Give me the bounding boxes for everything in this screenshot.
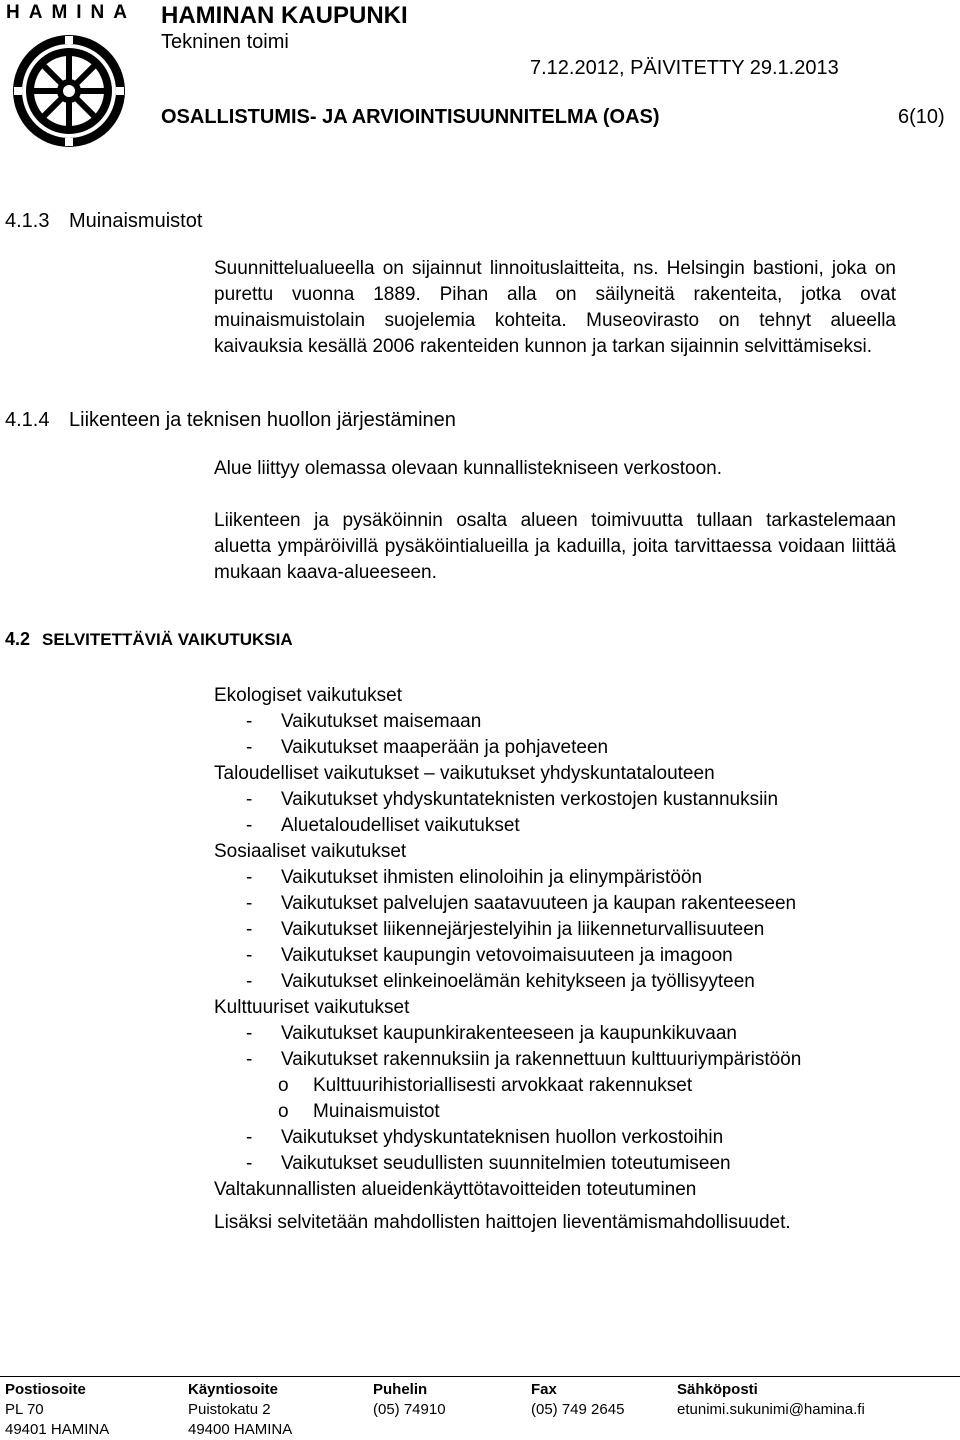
dash-marker: - <box>246 789 253 810</box>
section-42-heading <box>5 629 293 650</box>
list-item-text: Vaikutukset seudullisten suunnitelmien toteutumiseen <box>281 1153 731 1174</box>
list-item-text: Vaikutukset kaupungin vetovoimaisuuteen ja imagoon <box>281 945 733 966</box>
list-item <box>214 683 801 709</box>
list-item-text: Kulttuuriset vaikutukset <box>214 997 410 1018</box>
document-date: 7.12.2012, PÄIVITETTY 29.1.2013 <box>530 57 839 79</box>
list-item <box>214 813 801 839</box>
footer-line: Puistokatu 2 <box>188 1401 271 1418</box>
list-item <box>214 943 801 969</box>
footer-column <box>188 1380 292 1440</box>
list-item <box>214 735 801 761</box>
dash-marker: - <box>246 867 253 888</box>
list-item-text: Vaikutukset kaupunkirakenteeseen ja kaupunkikuvaan <box>281 1023 737 1044</box>
list-item-text: Sosiaaliset vaikutukset <box>214 841 407 862</box>
list-item-text: Vaikutukset palvelujen saatavuuteen ja kaupan rakenteeseen <box>281 893 797 914</box>
list-item-text: Valtakunnallisten alueidenkäyttötavoitteiden toteutuminen <box>214 1179 697 1200</box>
footer-line <box>677 1420 865 1440</box>
department-name: Tekninen toimi <box>161 31 289 53</box>
footer-heading: Käyntiosoite <box>188 1381 279 1398</box>
list-item <box>214 995 801 1021</box>
dash-marker: - <box>246 1049 253 1070</box>
list-item-text: Taloudelliset vaikutukset – vaikutukset yhdyskuntatalouteen <box>214 763 715 784</box>
footer-line <box>531 1420 624 1440</box>
footer-line[interactable]: etunimi.sukunimi@hamina.fi <box>677 1401 865 1418</box>
list-item <box>214 1021 801 1047</box>
list-item <box>214 1073 801 1099</box>
section-413-paragraph: Suunnittelualueella on sijainnut linnoituslaitteita, ns. Helsingin bastioni, joka on purettu vuonna 1889. Pihan alla on säilyneitä rakenteita, jotka ovat muinaismuistolain suojelemia kohteita. Museovirasto on tehnyt alueella kaivauksia kesällä 2006 rakenteiden kunnon ja tarkan sijainnin selvittämiseksi. <box>214 258 896 357</box>
list-item-text: Vaikutukset yhdyskuntateknisten verkostojen kustannuksiin <box>281 789 779 810</box>
sub-bullet-marker: o <box>278 1101 289 1122</box>
dash-marker: - <box>246 1127 253 1148</box>
dash-marker: - <box>246 1153 253 1174</box>
list-item-text: Vaikutukset maisemaan <box>281 711 482 732</box>
hamina-seal-logo-icon <box>10 30 128 152</box>
list-item-text: Vaikutukset rakennuksiin ja rakennettuun kulttuuriympäristöön <box>281 1049 802 1070</box>
list-item <box>214 1151 801 1177</box>
footer-heading: Puhelin <box>373 1381 428 1398</box>
list-item <box>214 839 801 865</box>
list-item <box>214 709 801 735</box>
section-42-title: SELVITETTÄVIÄ VAIKUTUKSIA <box>42 630 293 649</box>
list-item <box>214 1177 801 1203</box>
list-item-text: Muinaismuistot <box>313 1101 440 1122</box>
list-item <box>214 917 801 943</box>
dash-marker: - <box>246 893 253 914</box>
dash-marker: - <box>246 919 253 940</box>
list-item <box>214 1125 801 1151</box>
list-item-text: Ekologiset vaikutukset <box>214 685 402 706</box>
section-414-title: Liikenteen ja teknisen huollon järjestäminen <box>69 409 456 431</box>
dash-marker: - <box>246 1023 253 1044</box>
list-item <box>214 1047 801 1073</box>
dash-marker: - <box>246 711 253 732</box>
list-item <box>214 969 801 995</box>
dash-marker: - <box>246 971 253 992</box>
footer-line: 49401 HAMINA <box>5 1421 110 1438</box>
footer-column <box>531 1380 624 1440</box>
footer-heading: Fax <box>531 1381 557 1398</box>
logo-wordmark: HAMINA <box>6 2 136 23</box>
footer-line: (05) 749 2645 <box>531 1401 625 1418</box>
list-item <box>214 865 801 891</box>
list-item <box>214 787 801 813</box>
section-414-number: 4.1.4 <box>5 409 50 431</box>
footer-heading: Sähköposti <box>677 1381 758 1398</box>
footer-column <box>5 1380 109 1440</box>
list-item-text: Vaikutukset ihmisten elinoloihin ja elinympäristöön <box>281 867 703 888</box>
list-item <box>214 761 801 787</box>
list-item <box>214 1099 801 1125</box>
footer-divider <box>0 1376 960 1377</box>
section-413-number: 4.1.3 <box>5 210 50 232</box>
list-item-text: Vaikutukset liikennejärjestelyihin ja liikenneturvallisuuteen <box>281 919 765 940</box>
footer-line: (05) 74910 <box>373 1401 446 1418</box>
footer-column <box>677 1380 865 1440</box>
section-413-title: Muinaismuistot <box>69 210 203 232</box>
section-42-number: 4.2 <box>5 629 31 649</box>
footer-line: 49400 HAMINA <box>188 1421 293 1438</box>
dash-marker: - <box>246 945 253 966</box>
list-item-text: Vaikutukset maaperään ja pohjaveteen <box>281 737 609 758</box>
list-item-text: Vaikutukset yhdyskuntateknisen huollon verkostoihin <box>281 1127 724 1148</box>
list-item-text: Kulttuurihistoriallisesti arvokkaat rakennukset <box>313 1075 693 1096</box>
footer-heading: Postiosoite <box>5 1381 86 1398</box>
list-item <box>214 891 801 917</box>
section-414-paragraph-2: Liikenteen ja pysäköinnin osalta alueen toimivuutta tullaan tarkastelemaan aluetta ympäröivillä pysäköintialueilla ja kaduilla, joita tarvittaessa voidaan liittää mukaan kaava-alueeseen. <box>214 510 896 583</box>
page-number: 6(10) <box>898 106 945 128</box>
list-item-text: Vaikutukset elinkeinoelämän kehitykseen ja työllisyyteen <box>281 971 755 992</box>
organization-name: HAMINAN KAUPUNKI <box>161 2 408 29</box>
footer-line: PL 70 <box>5 1401 44 1418</box>
dash-marker: - <box>246 815 253 836</box>
sub-bullet-marker: o <box>278 1075 289 1096</box>
dash-marker: - <box>246 737 253 758</box>
impact-list <box>214 683 801 1203</box>
document-title: OSALLISTUMIS- JA ARVIOINTISUUNNITELMA (OAS) <box>161 106 660 128</box>
closing-sentence: Lisäksi selvitetään mahdollisten haittojen lieventämismahdollisuudet. <box>214 1212 791 1233</box>
section-414-paragraph-1: Alue liittyy olemassa olevaan kunnallistekniseen verkostoon. <box>214 458 722 479</box>
footer-line <box>373 1420 446 1440</box>
list-item-text: Aluetaloudelliset vaikutukset <box>281 815 520 836</box>
footer-column <box>373 1380 446 1440</box>
